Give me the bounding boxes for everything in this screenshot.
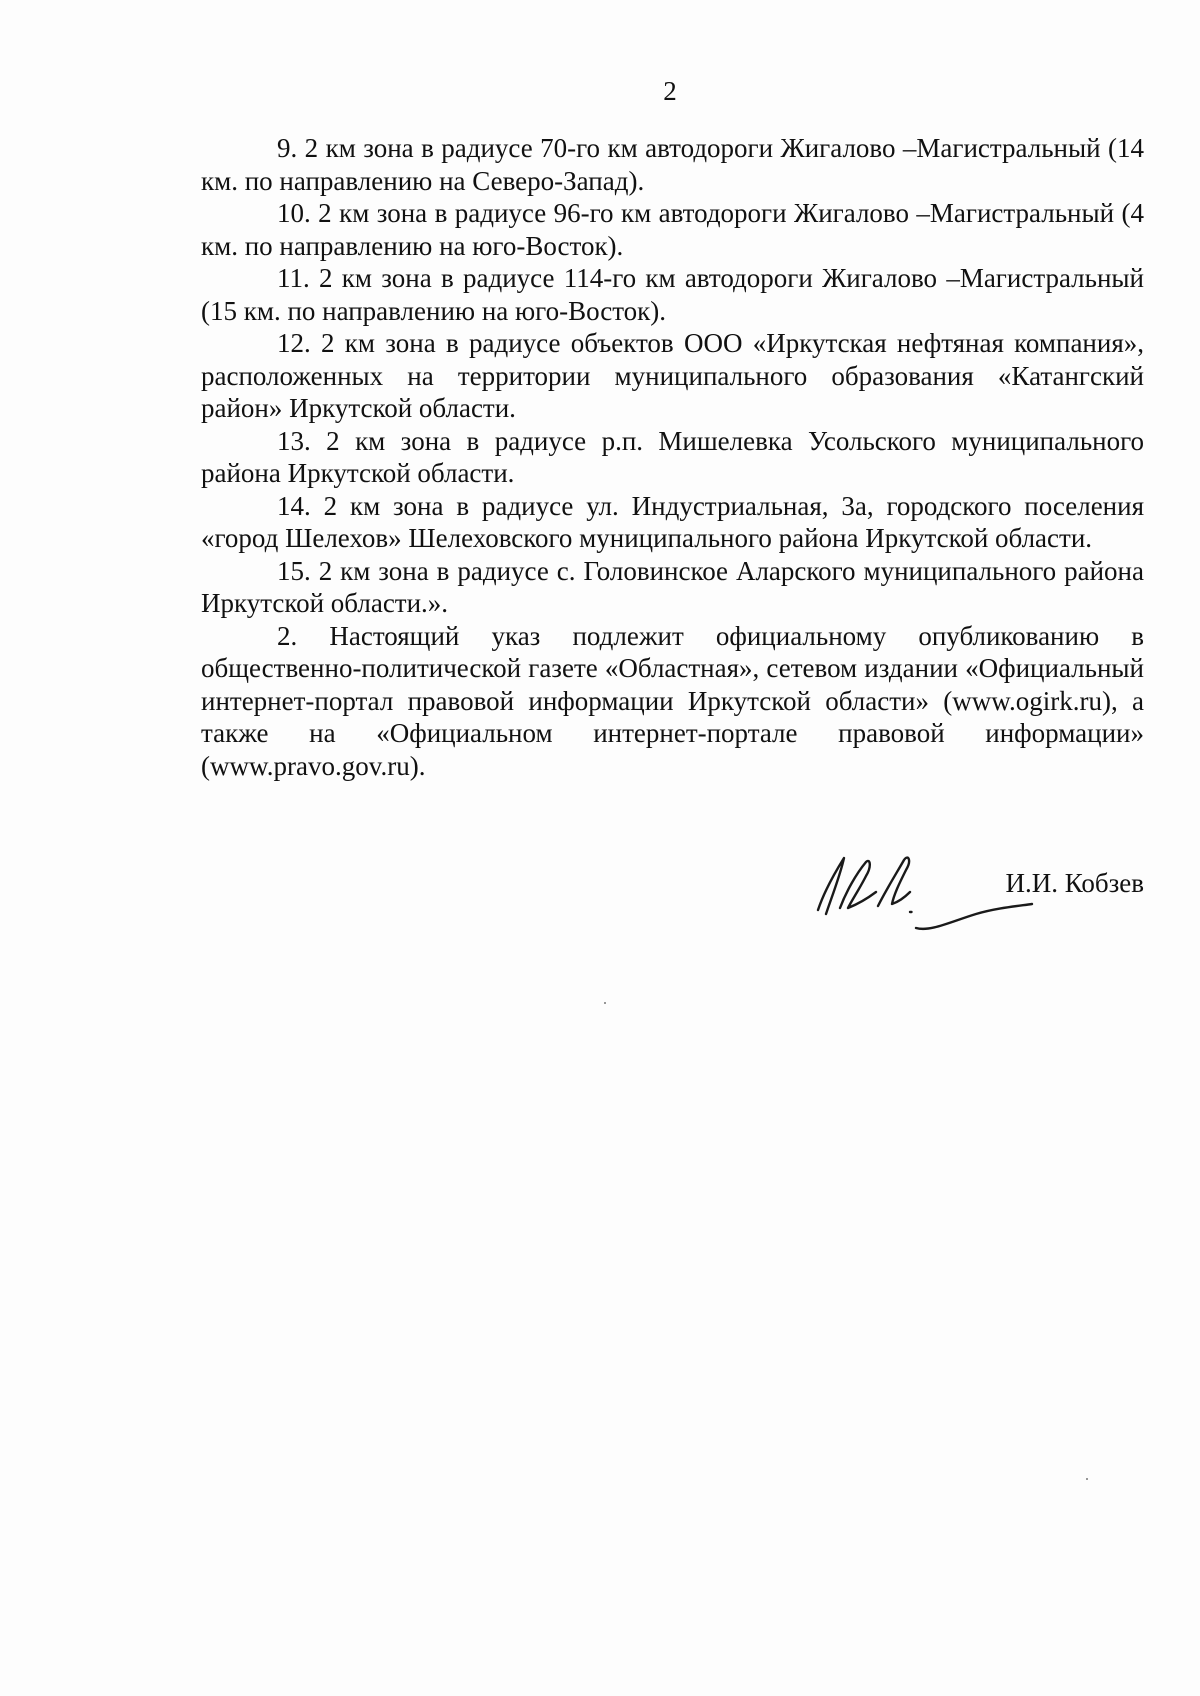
scan-speck (1086, 1478, 1088, 1480)
paragraph-item-11: 11. 2 км зона в радиусе 114-го км автодороги Жигалово –Магистральный (15 км. по направлению на юго-Восток). (201, 263, 1144, 326)
signer-name: И.И. Кобзев (1005, 868, 1144, 898)
paragraph-item-9: 9. 2 км зона в радиусе 70-го км автодороги Жигалово –Магистральный (14 км. по направлению на Северо-Запад). (201, 133, 1144, 196)
document-body (201, 132, 1144, 782)
signature-block (800, 848, 1150, 938)
paragraph-item-14: 14. 2 км зона в радиусе ул. Индустриальная, 3а, городского поселения «город Шелехов» Шелеховского муниципального района Иркутской области. (201, 490, 1144, 553)
paragraph-item-12: 12. 2 км зона в радиусе объектов ООО «Иркутская нефтяная компания», расположенных на территории муниципального образования «Катангский район» Иркутской области. (201, 328, 1144, 423)
page-number: 2 (663, 76, 677, 106)
paragraph-publication-clause: 2. Настоящий указ подлежит официальному опубликованию в общественно-политической газете «Областная», сетевом издании «Официальный интернет-портал правовой информации Иркутской области» (www.ogirk.ru), а также на «Официальном интернет-портале правовой информации» (www.pravo.gov.ru). (201, 620, 1144, 781)
scan-speck (604, 1002, 606, 1004)
handwritten-signature (800, 848, 1040, 938)
paragraph-item-10: 10. 2 км зона в радиусе 96-го км автодороги Жигалово –Магистральный (4 км. по направлению на юго-Восток). (201, 198, 1144, 261)
paragraph-item-13: 13. 2 км зона в радиусе р.п. Мишелевка Усольского муниципального района Иркутской области. (201, 425, 1144, 488)
paragraph-item-15: 15. 2 км зона в радиусе с. Головинское Аларского муниципального района Иркутской области.». (201, 555, 1144, 618)
